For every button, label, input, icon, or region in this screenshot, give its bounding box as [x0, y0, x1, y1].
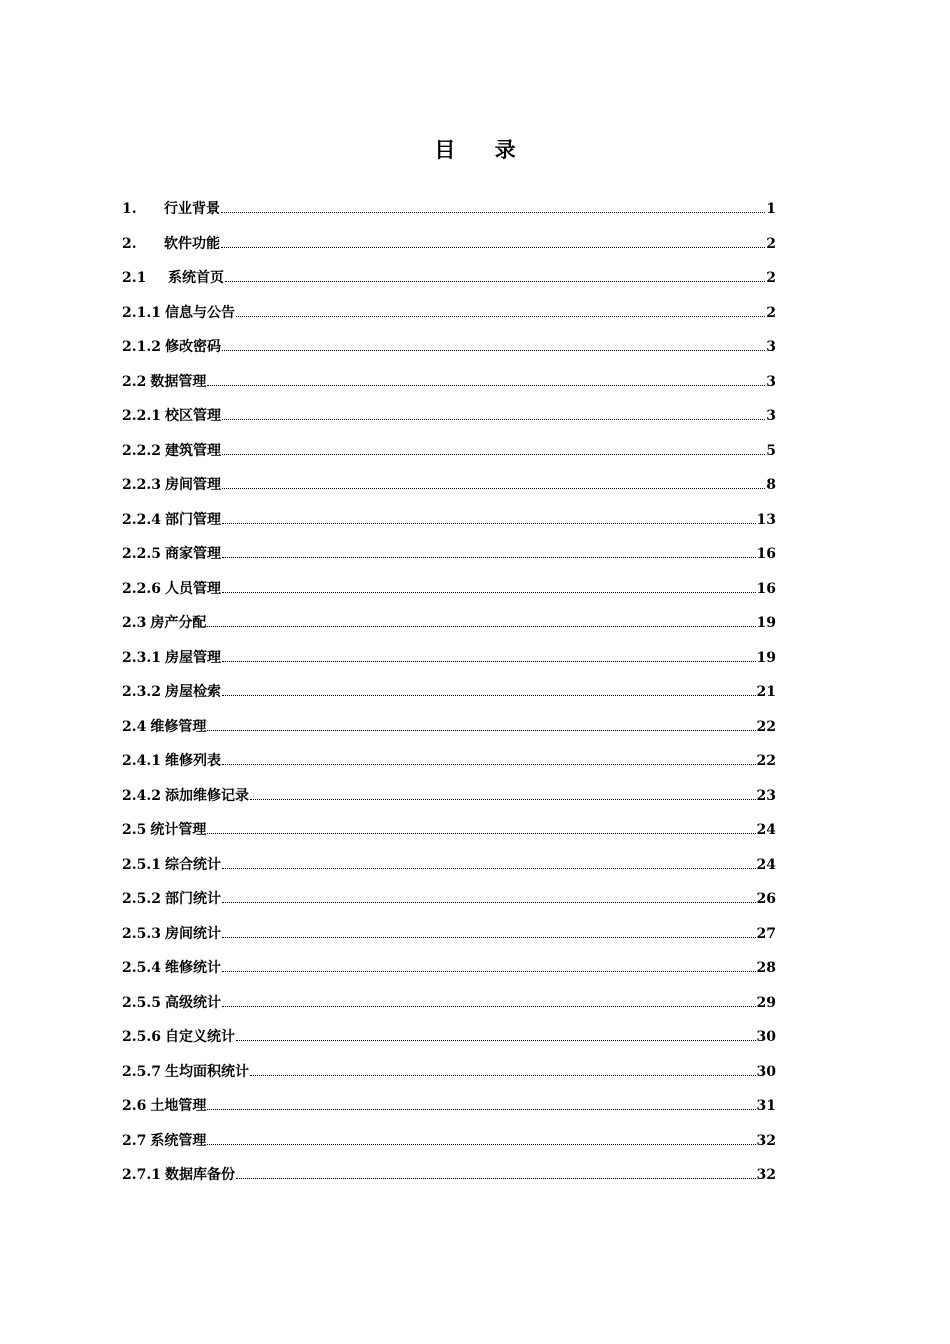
- toc-entry-page-number: 32: [756, 1167, 776, 1183]
- toc-entry-page-number: 16: [756, 546, 776, 562]
- toc-entry[interactable]: [122, 541, 776, 576]
- toc-entry-number: 2.5.4: [122, 960, 161, 976]
- toc-entry-number: 1.: [122, 201, 137, 217]
- toc-title: 目 录: [434, 137, 532, 162]
- toc-entry-title: 生均面积统计: [164, 1063, 249, 1080]
- toc-entry[interactable]: [122, 921, 776, 956]
- toc-entry-number: 2.5.5: [122, 994, 161, 1011]
- toc-dot-leader: [222, 1005, 756, 1007]
- toc-entry-number: 2.2.6: [122, 580, 161, 597]
- toc-dot-leader: [222, 901, 756, 903]
- toc-entry-number: 2.2.3: [122, 477, 161, 493]
- toc-entry-title: 房间管理: [164, 477, 221, 493]
- toc-entry[interactable]: [122, 1162, 776, 1197]
- toc-entry[interactable]: [122, 610, 776, 645]
- toc-entry-title: 房间统计: [164, 925, 221, 942]
- toc-entry-number: 2.5.2: [122, 891, 161, 907]
- toc-entry[interactable]: [122, 645, 776, 680]
- toc-entry-title: 添加维修记录: [164, 787, 249, 804]
- toc-entry-number: 2.1: [122, 270, 147, 286]
- toc-entry-page-number: 22: [756, 753, 776, 769]
- toc-entry-title: 部门管理: [164, 511, 221, 528]
- toc-dot-leader: [236, 315, 765, 317]
- toc-entry-title: 土地管理: [150, 1098, 207, 1114]
- toc-entry-title: 综合统计: [164, 856, 221, 873]
- toc-entry-title: 部门统计: [164, 891, 221, 907]
- toc-dot-leader: [207, 625, 755, 627]
- toc-entry-number: 2.2.2: [122, 442, 161, 459]
- toc-entry[interactable]: [122, 300, 776, 335]
- toc-entry-title: 修改密码: [164, 339, 221, 355]
- toc-entry-page-number: 2: [766, 270, 776, 286]
- toc-entry[interactable]: [122, 817, 776, 852]
- toc-dot-leader: [250, 1074, 756, 1076]
- toc-dot-leader: [222, 694, 756, 696]
- toc-entry-page-number: 24: [756, 822, 776, 838]
- toc-entry-number: 2.4.2: [122, 787, 161, 804]
- toc-entry-page-number: 3: [766, 373, 776, 390]
- toc-entry-page-number: 19: [756, 649, 776, 666]
- toc-entry-page-number: 8: [766, 477, 776, 493]
- toc-entry[interactable]: [122, 576, 776, 611]
- toc-entry-number: 2.5.7: [122, 1063, 161, 1080]
- toc-entry-title: 房屋检索: [164, 684, 221, 700]
- toc-entry[interactable]: [122, 472, 776, 507]
- toc-dot-leader: [207, 1143, 755, 1145]
- toc-entry-page-number: 1: [766, 201, 776, 217]
- toc-entry[interactable]: [122, 852, 776, 887]
- toc-dot-leader: [221, 246, 765, 248]
- toc-entry-number: 2.7.1: [122, 1167, 161, 1183]
- toc-entry[interactable]: [122, 955, 776, 990]
- toc-entry-title: 软件功能: [164, 235, 220, 252]
- toc-entry-title: 校区管理: [164, 408, 221, 424]
- toc-dot-leader: [222, 487, 765, 489]
- toc-dot-leader: [222, 418, 765, 420]
- toc-entry-page-number: 3: [766, 408, 776, 424]
- toc-entry[interactable]: [122, 403, 776, 438]
- toc-entry-title: 维修列表: [164, 753, 221, 769]
- toc-entry-number: 2.5.6: [122, 1029, 161, 1045]
- toc-entry-page-number: 16: [756, 580, 776, 597]
- toc-entry-title: 维修统计: [164, 960, 221, 976]
- toc-entry[interactable]: [122, 1024, 776, 1059]
- toc-entry-page-number: 32: [756, 1132, 776, 1149]
- toc-dot-leader: [207, 832, 755, 834]
- toc-entry-title: 行业背景: [164, 201, 220, 217]
- toc-entry-title: 系统首页: [168, 270, 224, 286]
- toc-dot-leader: [207, 729, 755, 731]
- toc-dot-leader: [221, 211, 765, 213]
- toc-entry-number: 2.6: [122, 1098, 147, 1114]
- toc-entry[interactable]: [122, 438, 776, 473]
- toc-entry[interactable]: [122, 334, 776, 369]
- toc-entry[interactable]: [122, 196, 776, 231]
- toc-entry-title: 数据管理: [150, 373, 207, 390]
- toc-entry[interactable]: [122, 1128, 776, 1163]
- toc-entry-page-number: 31: [756, 1098, 776, 1114]
- toc-entry[interactable]: [122, 748, 776, 783]
- toc-dot-leader: [222, 453, 765, 455]
- toc-entry-page-number: 3: [766, 339, 776, 355]
- toc-entry-page-number: 23: [756, 787, 776, 804]
- toc-entry-number: 2.3.1: [122, 649, 161, 666]
- toc-entry-number: 2.3: [122, 615, 147, 631]
- toc-entry-title: 维修管理: [150, 718, 207, 735]
- toc-dot-leader: [222, 556, 756, 558]
- toc-dot-leader: [236, 1177, 756, 1179]
- toc-entry-title: 数据库备份: [164, 1167, 235, 1183]
- toc-dot-leader: [222, 867, 756, 869]
- toc-entry-page-number: 28: [756, 960, 776, 976]
- toc-entry[interactable]: [122, 1059, 776, 1094]
- toc-entry[interactable]: [122, 369, 776, 404]
- toc-entry-page-number: 22: [756, 718, 776, 735]
- toc-entry[interactable]: [122, 507, 776, 542]
- toc-entry-number: 2.1.2: [122, 339, 161, 355]
- toc-entry-number: 2.2.4: [122, 511, 161, 528]
- toc-entry-page-number: 27: [756, 925, 776, 942]
- toc-entry-page-number: 2: [766, 304, 776, 321]
- toc-entry-title: 自定义统计: [164, 1029, 235, 1045]
- toc-entry[interactable]: [122, 886, 776, 921]
- toc-entry-page-number: 5: [766, 442, 776, 459]
- toc-dot-leader: [222, 660, 756, 662]
- toc-entry-page-number: 29: [756, 994, 776, 1011]
- toc-entry-number: 2.2: [122, 373, 147, 390]
- toc-dot-leader: [222, 591, 756, 593]
- toc-entry-page-number: 19: [756, 615, 776, 631]
- toc-entry-title: 商家管理: [164, 546, 221, 562]
- toc-entry[interactable]: [122, 679, 776, 714]
- toc-entry-title: 人员管理: [164, 580, 221, 597]
- toc-entry-number: 2.4.1: [122, 753, 161, 769]
- toc-entry[interactable]: [122, 231, 776, 266]
- toc-dot-leader: [222, 763, 756, 765]
- toc-entry-page-number: 24: [756, 856, 776, 873]
- toc-dot-leader: [222, 522, 756, 524]
- toc-entry-title: 统计管理: [150, 822, 207, 838]
- toc-entry-number: 2.5: [122, 822, 147, 838]
- toc-entry-number: 2.4: [122, 718, 147, 735]
- toc-entry-number: 2.2.5: [122, 546, 161, 562]
- toc-entry-page-number: 2: [766, 235, 776, 252]
- toc-entry[interactable]: [122, 783, 776, 818]
- toc-entry-number: 2.5.3: [122, 925, 161, 942]
- toc-entry-title: 房屋管理: [164, 649, 221, 666]
- toc-entry[interactable]: [122, 990, 776, 1025]
- toc-entry-page-number: 21: [756, 684, 776, 700]
- toc-entry[interactable]: [122, 265, 776, 300]
- toc-entry-number: 2.1.1: [122, 304, 161, 321]
- toc-dot-leader: [225, 280, 765, 282]
- toc-dot-leader: [250, 798, 756, 800]
- toc-entry-page-number: 30: [756, 1063, 776, 1080]
- toc-entry-title: 房产分配: [150, 615, 207, 631]
- toc-entry-title: 建筑管理: [164, 442, 221, 459]
- toc-entry-title: 信息与公告: [164, 304, 235, 321]
- toc-dot-leader: [222, 349, 765, 351]
- toc-dot-leader: [207, 1108, 755, 1110]
- toc-dot-leader: [222, 936, 756, 938]
- toc-entry-number: 2.3.2: [122, 684, 161, 700]
- toc-dot-leader: [222, 970, 756, 972]
- toc-dot-leader: [207, 384, 765, 386]
- toc-dot-leader: [236, 1039, 756, 1041]
- toc-entry-title: 高级统计: [164, 994, 221, 1011]
- toc-list: [122, 196, 776, 1197]
- toc-entry-number: 2.: [122, 235, 137, 252]
- toc-entry-page-number: 26: [756, 891, 776, 907]
- toc-entry-page-number: 30: [756, 1029, 776, 1045]
- toc-entry-title: 系统管理: [150, 1132, 207, 1149]
- toc-entry-number: 2.2.1: [122, 408, 161, 424]
- toc-entry-number: 2.7: [122, 1132, 147, 1149]
- toc-entry-page-number: 13: [756, 511, 776, 528]
- toc-entry[interactable]: [122, 1093, 776, 1128]
- toc-entry-number: 2.5.1: [122, 856, 161, 873]
- toc-entry[interactable]: [122, 714, 776, 749]
